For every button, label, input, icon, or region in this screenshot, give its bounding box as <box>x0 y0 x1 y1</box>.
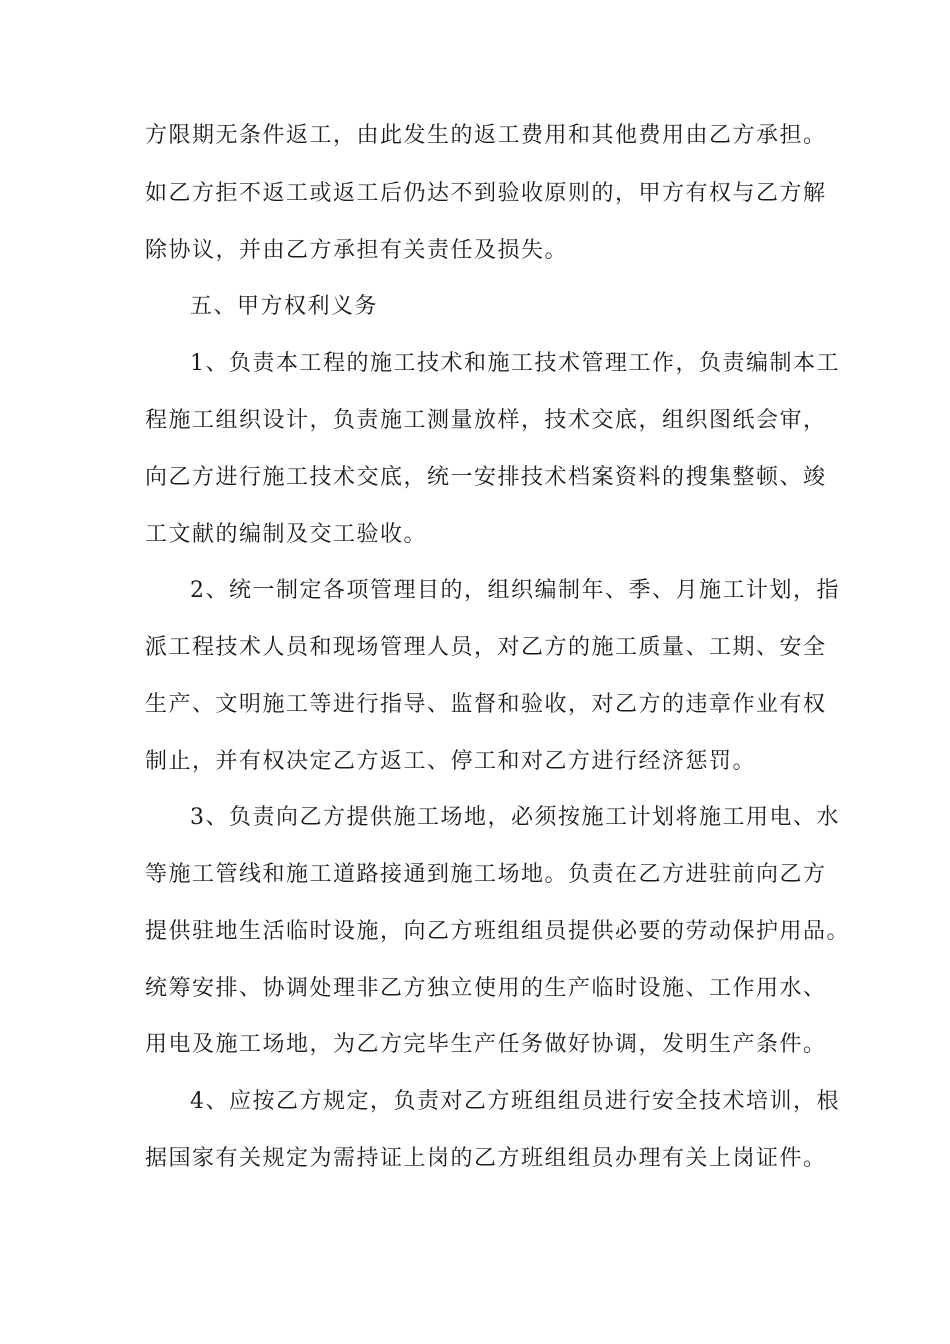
text-line: 2、统一制定各项管理目的，组织编制年、季、月施工计划，指 <box>190 578 840 603</box>
text-line: 1、负责本工程的施工技术和施工技术管理工作，负责编制本工 <box>190 351 840 376</box>
text-line: 等施工管线和施工道路接通到施工场地。负责在乙方进驻前向乙方 <box>145 862 827 887</box>
text-line: 除协议，并由乙方承担有关责任及损失。 <box>145 238 569 263</box>
text-line: 生产、文明施工等进行指导、监督和验收，对乙方的违章作业有权 <box>145 692 827 717</box>
text-line: 用电及施工场地，为乙方完毕生产任务做好协调，发明生产条件。 <box>145 1032 827 1057</box>
text-line: 制止，并有权决定乙方返工、停工和对乙方进行经济惩罚。 <box>145 749 757 774</box>
text-line: 3、负责向乙方提供施工场地，必须按施工计划将施工用电、水 <box>190 805 840 830</box>
text-line: 4、应按乙方规定，负责对乙方班组组员进行安全技术培训，根 <box>190 1089 840 1114</box>
text-line: 程施工组织设计，负责施工测量放样，技术交底，组织图纸会审， <box>145 408 827 433</box>
text-line: 统筹安排、协调处理非乙方独立使用的生产临时设施、工作用水、 <box>145 976 827 1001</box>
section-heading: 五、甲方权利义务 <box>190 294 379 319</box>
text-line: 派工程技术人员和现场管理人员，对乙方的施工质量、工期、安全 <box>145 635 827 660</box>
text-line: 据国家有关规定为需持证上岗的乙方班组组员办理有关上岗证件。 <box>145 1146 827 1171</box>
text-line: 方限期无条件返工，由此发生的返工费用和其他费用由乙方承担。 <box>145 123 827 148</box>
text-line: 如乙方拒不返工或返工后仍达不到验收原则的，甲方有权与乙方解 <box>145 181 827 206</box>
text-line: 工文献的编制及交工验收。 <box>145 522 428 547</box>
text-line: 提供驻地生活临时设施，向乙方班组组员提供必要的劳动保护用品。 <box>145 919 851 944</box>
text-line: 向乙方进行施工技术交底，统一安排技术档案资料的搜集整顿、竣 <box>145 465 827 490</box>
